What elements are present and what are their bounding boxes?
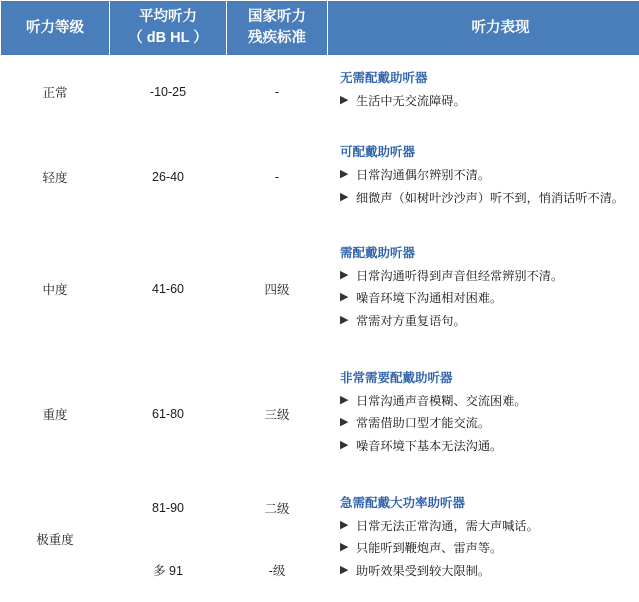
cell-standard: 四级: [227, 227, 328, 352]
performance-title: 非常需要配戴助听器: [340, 370, 453, 385]
cell-db: 多 91: [110, 539, 227, 602]
performance-list: [340, 166, 639, 208]
performance-list: [340, 92, 639, 112]
table-row: [1, 128, 639, 227]
cell-db: 41-60: [110, 227, 227, 352]
header-std-line2: 残疾标准: [248, 30, 306, 47]
list-item: [340, 414, 639, 434]
table-body: [1, 56, 639, 602]
performance-list: [340, 392, 639, 457]
list-item: [340, 392, 639, 412]
header-average-hearing: [110, 1, 227, 56]
list-item: [340, 166, 639, 186]
header-performance: [328, 1, 639, 56]
header-row: [1, 1, 639, 56]
table-header: [1, 1, 639, 56]
bullet-icon: ▶: [340, 313, 349, 326]
cell-grade: 正常: [1, 56, 110, 128]
cell-standard: -: [227, 128, 328, 227]
list-item: [340, 517, 639, 537]
list-item-text: 噪音环境下沟通相对困难。: [356, 291, 503, 306]
header-national-standard: [227, 1, 328, 56]
performance-list: [340, 517, 639, 582]
performance-title: 需配戴助听器: [340, 246, 416, 261]
cell-grade: 极重度: [1, 477, 110, 602]
cell-performance: [328, 227, 639, 352]
performance-list: [340, 267, 639, 332]
performance-title: 急需配戴大功率助听器: [340, 495, 466, 510]
list-item-text: 日常沟通偶尔辨别不清。: [356, 168, 491, 183]
cell-db: -10-25: [110, 56, 227, 128]
table-row: [1, 352, 639, 477]
table-row: [1, 227, 639, 352]
list-item: [340, 92, 639, 112]
bullet-icon: ▶: [340, 438, 349, 451]
list-item-text: 噪音环境下基本无法沟通。: [356, 438, 503, 453]
list-item: [340, 437, 639, 457]
cell-db: 61-80: [110, 352, 227, 477]
list-item: [340, 189, 639, 209]
list-item: [340, 539, 639, 559]
performance-title: 可配戴助听器: [340, 145, 416, 160]
bullet-icon: ▶: [340, 93, 349, 106]
header-db-line2: （ dB HL ）: [128, 30, 208, 47]
bullet-icon: ▶: [340, 393, 349, 406]
bullet-icon: ▶: [340, 190, 349, 203]
bullet-icon: ▶: [340, 518, 349, 531]
cell-standard: 二级: [227, 477, 328, 539]
list-item-text: 生活中无交流障碍。: [356, 93, 466, 108]
cell-grade: 中度: [1, 227, 110, 352]
list-item: [340, 267, 639, 287]
cell-standard: -级: [227, 539, 328, 602]
list-item-text: 细微声（如树叶沙沙声）听不到，悄消话听不清。: [356, 190, 625, 205]
list-item-text: 助听效果受到较大限制。: [356, 563, 491, 578]
bullet-icon: ▶: [340, 416, 349, 429]
cell-standard: -: [227, 56, 328, 128]
list-item-text: 日常无法正常沟通，需大声喊话。: [356, 518, 539, 533]
cell-db: 81-90: [110, 477, 227, 539]
bullet-icon: ▶: [340, 541, 349, 554]
cell-performance: [328, 128, 639, 227]
header-std-line1: 国家听力: [248, 9, 306, 25]
bullet-icon: ▶: [340, 168, 349, 181]
header-db-line1: 平均听力: [139, 9, 197, 25]
list-item: [340, 562, 639, 582]
table-row: [1, 477, 639, 539]
cell-grade: 轻度: [1, 128, 110, 227]
cell-standard: 三级: [227, 352, 328, 477]
cell-performance: [328, 477, 639, 602]
list-item-text: 日常沟通听得到声音但经常辨别不清。: [356, 268, 564, 283]
list-item-text: 常需借助口型才能交流。: [356, 416, 491, 431]
bullet-icon: ▶: [340, 291, 349, 304]
header-performance-label: 听力表现: [471, 19, 530, 36]
performance-title: 无需配戴助听器: [340, 71, 428, 86]
list-item-text: 日常沟通声音模糊、交流困难。: [356, 393, 527, 408]
list-item-text: 只能听到鞭炮声、雷声等。: [356, 541, 503, 556]
bullet-icon: ▶: [340, 563, 349, 576]
cell-performance: [328, 56, 639, 128]
bullet-icon: ▶: [340, 268, 349, 281]
cell-db: 26-40: [110, 128, 227, 227]
cell-grade: 重度: [1, 352, 110, 477]
list-item: [340, 289, 639, 309]
list-item-text: 常需对方重复语句。: [356, 313, 466, 328]
header-grade-label: 听力等级: [26, 19, 84, 36]
cell-performance: [328, 352, 639, 477]
header-grade: [1, 1, 110, 56]
list-item: [340, 312, 639, 332]
table-row: [1, 56, 639, 128]
